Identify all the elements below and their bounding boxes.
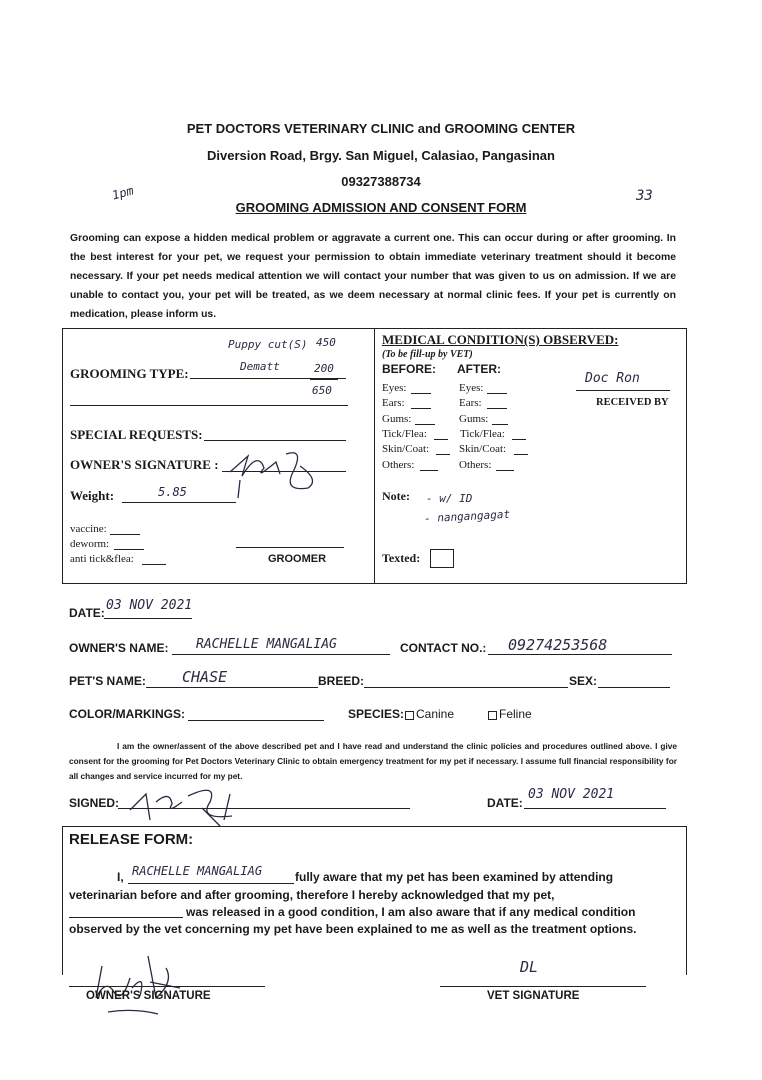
after-others: Others: (459, 459, 492, 471)
after-gums-line (492, 424, 508, 425)
release-i-label: I, (117, 870, 124, 884)
grooming-type-line-2 (70, 405, 348, 406)
after-ears: Ears: (459, 397, 482, 409)
anti-tick-line (142, 564, 166, 565)
weight-label: Weight: (70, 488, 115, 503)
signed-date-label: DATE: (487, 796, 523, 810)
vaccine-line (110, 534, 140, 535)
medical-condition-title: MEDICAL CONDITION(S) OBSERVED: (382, 332, 619, 347)
vet-sig-label: VET SIGNATURE (487, 990, 580, 1002)
pet-name-line (146, 687, 318, 688)
owner-signature-label: OWNER'S SIGNATURE : (70, 457, 219, 472)
after-tick: Tick/Flea: (460, 428, 505, 440)
date-label: DATE: (69, 606, 105, 620)
sex-line (598, 687, 670, 688)
owner-name-line (172, 654, 390, 655)
weight-value: 5.85 (158, 485, 187, 499)
deworm-line (114, 549, 144, 550)
after-skin-line (514, 454, 528, 455)
after-ears-line (487, 408, 507, 409)
received-by-value: Doc Ron (585, 371, 640, 386)
special-requests-label: SPECIAL REQUESTS: (70, 427, 203, 442)
release-title: RELEASE FORM: (69, 831, 194, 848)
date-value: 03 NOV 2021 (106, 598, 193, 613)
release-owner-signature-mark (88, 948, 188, 1016)
before-gums: Gums: (382, 413, 412, 425)
after-gums: Gums: (459, 413, 489, 425)
groomer-signature-line (236, 547, 344, 548)
vaccine-label: vaccine: (70, 523, 107, 535)
after-eyes: Eyes: (459, 382, 484, 394)
after-skin: Skin/Coat: (459, 443, 507, 455)
contact-line (488, 654, 672, 655)
signed-label: SIGNED: (69, 796, 120, 810)
grooming-price-2: 200 (314, 362, 334, 375)
before-others: Others: (382, 459, 415, 471)
texted-checkbox[interactable] (430, 549, 454, 568)
grooming-price-1: 450 (316, 336, 336, 349)
handwritten-time-note: 1pm (110, 183, 136, 203)
owner-sig-line (69, 986, 265, 987)
clinic-name: PET DOCTORS VETERINARY CLINIC and GROOMING CENTER (186, 121, 576, 136)
release-text-2: veterinarian before and after grooming, therefore I hereby acknowledged that my pet, (69, 888, 555, 902)
before-tick: Tick/Flea: (382, 428, 427, 440)
before-ears: Ears: (382, 397, 405, 409)
signed-date-value: 03 NOV 2021 (528, 787, 615, 802)
form-title: GROOMING ADMISSION AND CONSENT FORM (235, 200, 527, 215)
before-eyes: Eyes: (382, 382, 407, 394)
before-others-line (420, 470, 438, 471)
canine-label: Canine (416, 707, 455, 721)
box-divider (374, 328, 375, 583)
grooming-total: 650 (312, 384, 332, 397)
contact-label: CONTACT NO.: (400, 641, 487, 655)
deworm-label: deworm: (70, 538, 110, 550)
species-label: SPECIES: (348, 707, 405, 721)
pet-name-label: PET'S NAME: (69, 674, 146, 688)
vet-sig-line (440, 986, 646, 987)
before-gums-line (415, 424, 435, 425)
grooming-type-label: GROOMING TYPE: (70, 366, 189, 381)
consent-paragraph: I am the owner/assent of the above described pet and I have read and understand the clinic policies and procedures outlined above. I give consent for the grooming for Pet Doctors Veterinary Clinic to obtain emergency treatment for my pet if necessary. I assume full financial responsibility for all changes and service incurred for my pet. (69, 741, 677, 781)
owner-name-label: OWNER'S NAME: (69, 641, 169, 655)
before-ears-line (411, 408, 431, 409)
signed-signature-mark (126, 780, 246, 830)
after-tick-line (512, 439, 526, 440)
release-text-3: was released in a good condition, I am also aware that if any medical condition (186, 905, 636, 919)
vet-initials: DL (520, 958, 539, 976)
release-name-line (128, 883, 294, 884)
date-line (104, 618, 192, 619)
owner-name-value: RACHELLE MANGALIAG (196, 637, 337, 652)
color-markings-label: COLOR/MARKINGS: (69, 707, 185, 721)
canine-checkbox[interactable] (405, 711, 414, 720)
signed-date-line (524, 808, 666, 809)
breed-label: BREED: (318, 674, 365, 688)
grooming-item-2: Dematt (240, 360, 280, 373)
note-label: Note: (382, 489, 410, 503)
after-others-line (496, 470, 514, 471)
handwritten-number-note: 33 (636, 188, 653, 204)
release-text-4: observed by the vet concerning my pet have been explained to me as well as the treatment options. (69, 922, 637, 936)
grooming-item-1: Puppy cut(S) (228, 338, 308, 351)
color-markings-line (188, 720, 324, 721)
pet-name-value: CHASE (182, 668, 228, 686)
note-line-2: - nangangagat (423, 507, 511, 526)
clinic-address: Diversion Road, Brgy. San Miguel, Calasiao, Pangasinan (207, 148, 555, 163)
before-tick-line (434, 439, 448, 440)
sex-label: SEX: (569, 674, 598, 688)
breed-line (364, 687, 568, 688)
sum-line (310, 379, 338, 380)
before-skin-line (436, 454, 450, 455)
after-eyes-line (487, 393, 507, 394)
clinic-phone: 09327388734 (341, 174, 421, 189)
received-by-line (576, 390, 670, 391)
groomer-label: GROOMER (268, 553, 327, 565)
release-name-value: RACHELLE MANGALIAG (132, 864, 263, 878)
feline-label: Feline (499, 707, 532, 721)
after-label: AFTER: (457, 362, 501, 376)
owner-sig-label: OWNER'S SIGNATURE (86, 990, 211, 1002)
release-pet-line (69, 917, 183, 918)
texted-label: Texted: (382, 551, 421, 565)
weight-line (122, 502, 236, 503)
before-label: BEFORE: (382, 362, 436, 376)
intro-paragraph: Grooming can expose a hidden medical problem or aggravate a current one. This can occur during or after grooming. In the best interest for your pet, we request your permission to obtain immediate veterinary treatment should it become necessary. If your pet needs medical attention we will contact your number that was given to us on admission. If we are unable to contact you, your pet will be treated, as we deem necessary at normal clinic fees. If your pet is currently on medication, please inform us. (70, 233, 676, 320)
note-line-1: - w/ ID (426, 492, 473, 505)
before-eyes-line (411, 393, 431, 394)
owner-signature-mark (224, 440, 324, 500)
contact-value: 09274253568 (508, 636, 608, 654)
medical-condition-subtitle: (To be fill-up by VET) (382, 349, 473, 360)
received-by-label: RECEIVED BY (596, 397, 669, 408)
release-text-1: fully aware that my pet has been examined by attending (295, 870, 614, 884)
anti-tick-label: anti tick&flea: (70, 553, 134, 565)
before-skin: Skin/Coat: (382, 443, 430, 455)
feline-checkbox[interactable] (488, 711, 497, 720)
